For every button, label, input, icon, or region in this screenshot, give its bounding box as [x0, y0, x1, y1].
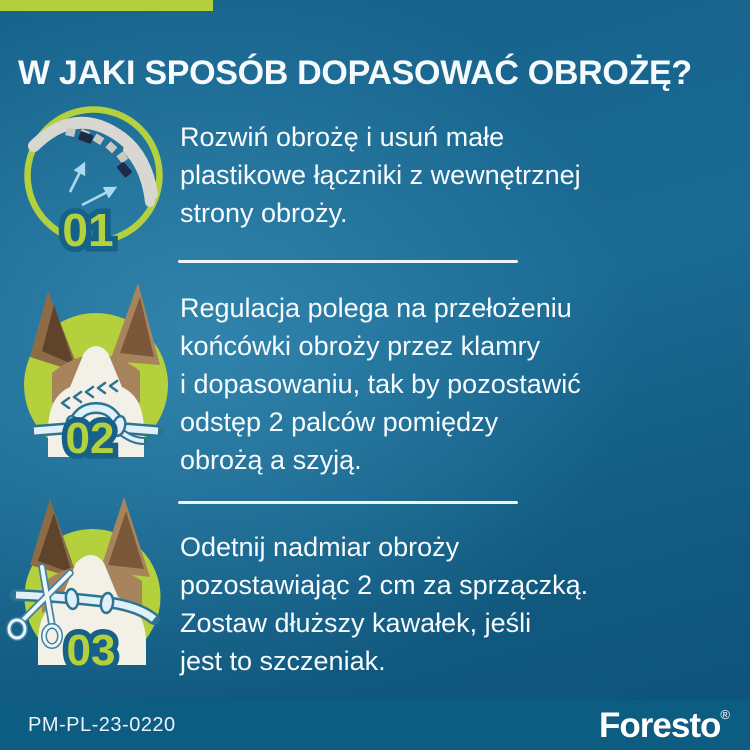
step-number: 01: [62, 204, 114, 254]
approval-code: PM-PL-23-0220: [28, 713, 176, 736]
step-text-line: końcówki obroży przez klamry: [180, 331, 541, 361]
step-text-line: Rozwiń obrożę i usuń małe: [180, 122, 505, 152]
step-2-text: [180, 289, 581, 479]
step-text-line: Zostaw dłuższy kawałek, jeśli: [180, 608, 532, 638]
step-text-line: pozostawiając 2 cm za sprzączką.: [180, 570, 589, 600]
plastic-connector-icon: [116, 161, 132, 178]
step-text-line: Regulacja polega na przełożeniu: [180, 293, 572, 323]
pointer-arrow-icon: [70, 164, 115, 205]
brand-wordmark: Foresto: [599, 705, 721, 745]
divider: [178, 260, 518, 263]
registered-trademark-icon: ®: [720, 706, 730, 722]
step-text-line: plastikowe łączniki z wewnętrznej: [180, 160, 581, 190]
step-text-line: strony obroży.: [180, 198, 348, 228]
step-3-text: [180, 528, 588, 680]
page-title: W JAKI SPOSÓB DOPASOWAĆ OBROŻĘ?: [18, 53, 692, 92]
step-text-line: odstęp 2 palców pomiędzy: [180, 407, 499, 437]
dog-collar-cut-icon: [6, 493, 174, 697]
step-number: 02: [65, 414, 115, 463]
footer-bar: [0, 700, 750, 750]
collar-loose-end: [128, 150, 150, 202]
step-text-line: obrożą a szyją.: [180, 445, 362, 475]
foresto-logo: [599, 705, 730, 745]
collar-connectors-icon: [18, 102, 168, 254]
step-1-text: [180, 118, 581, 232]
step-text-line: i dopasowaniu, tak by pozostawić: [180, 369, 581, 399]
top-accent-bar: [0, 0, 213, 11]
plastic-connector-icon: [78, 131, 94, 144]
step-number: 03: [66, 626, 116, 675]
divider: [178, 501, 518, 504]
step-text-line: jest to szczeniak.: [180, 646, 386, 676]
dog-collar-fit-icon: [18, 281, 174, 469]
step-text-line: Odetnij nadmiar obroży: [180, 532, 460, 562]
